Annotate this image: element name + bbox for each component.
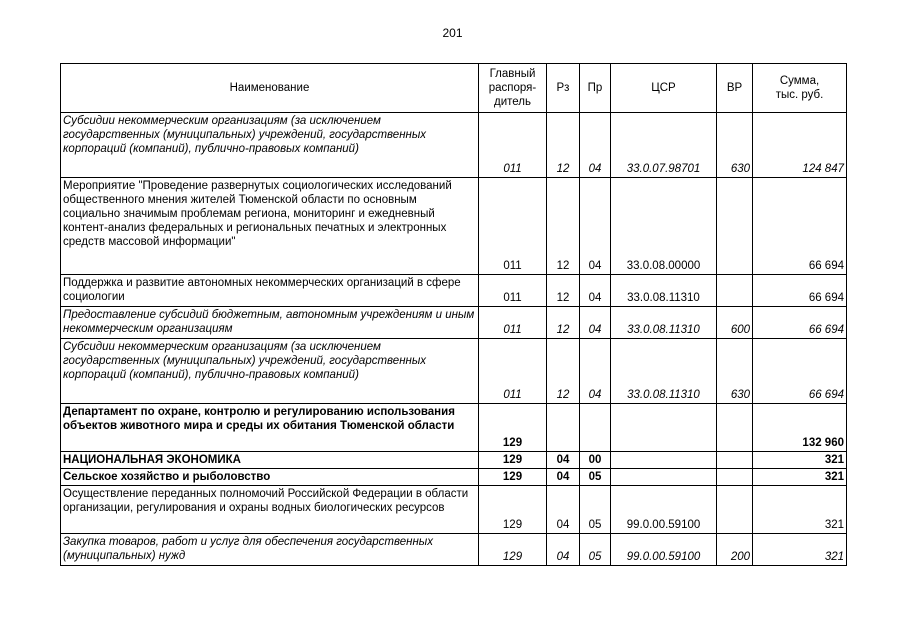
table-row [61, 113, 847, 178]
row-vr-cell [717, 452, 753, 469]
row-sum-cell: 321 [753, 534, 847, 566]
row-csr-cell [611, 404, 717, 452]
row-rz-cell: 12 [547, 339, 580, 404]
row-name-cell: Субсидии некоммерческим организациям (за исключением государственных (муниципальных) учреждений, государственных корпораций (компаний), публично-правовых компаний) [61, 113, 479, 178]
row-vr-cell: 200 [717, 534, 753, 566]
table-header-row [61, 64, 847, 113]
row-name-cell: НАЦИОНАЛЬНАЯ ЭКОНОМИКА [61, 452, 479, 469]
table-row [61, 486, 847, 534]
row-csr-cell: 99.0.00.59100 [611, 534, 717, 566]
row-csr-cell: 33.0.07.98701 [611, 113, 717, 178]
row-name-cell: Субсидии некоммерческим организациям (за исключением государственных (муниципальных) учреждений, государственных корпораций (компаний), публично-правовых компаний) [61, 339, 479, 404]
row-pr-cell: 05 [580, 469, 611, 486]
row-sum-cell: 132 960 [753, 404, 847, 452]
row-manager-cell: 011 [479, 178, 547, 275]
row-name-cell: Предоставление субсидий бюджетным, автономным учреждениям и иным некоммерческим организациям [61, 307, 479, 339]
row-vr-cell [717, 469, 753, 486]
row-rz-cell: 04 [547, 486, 580, 534]
header-name: Наименование [61, 64, 479, 113]
table-row [61, 452, 847, 469]
header-sum: Сумма, тыс. руб. [753, 64, 847, 113]
row-name-cell: Департамент по охране, контролю и регулированию использования объектов животного мира и среды их обитания Тюменской области [61, 404, 479, 452]
row-sum-cell: 321 [753, 469, 847, 486]
header-rz: Рз [547, 64, 580, 113]
table-row [61, 275, 847, 307]
row-vr-cell: 600 [717, 307, 753, 339]
row-name-cell: Поддержка и развитие автономных некоммерческих организаций в сфере социологии [61, 275, 479, 307]
row-rz-cell [547, 404, 580, 452]
row-vr-cell [717, 275, 753, 307]
row-pr-cell: 04 [580, 178, 611, 275]
row-name-cell: Осуществление переданных полномочий Российской Федерации в области организации, регулирования и охраны водных биологических ресурсов [61, 486, 479, 534]
row-csr-cell: 33.0.08.11310 [611, 275, 717, 307]
header-vr: ВР [717, 64, 753, 113]
header-csr: ЦСР [611, 64, 717, 113]
row-rz-cell: 12 [547, 178, 580, 275]
row-rz-cell: 12 [547, 113, 580, 178]
row-sum-cell: 66 694 [753, 275, 847, 307]
row-csr-cell: 33.0.08.11310 [611, 339, 717, 404]
row-rz-cell: 12 [547, 275, 580, 307]
row-manager-cell: 129 [479, 469, 547, 486]
table-row [61, 178, 847, 275]
row-manager-cell: 129 [479, 534, 547, 566]
row-sum-cell: 124 847 [753, 113, 847, 178]
row-csr-cell: 33.0.08.11310 [611, 307, 717, 339]
row-name-cell: Сельское хозяйство и рыболовство [61, 469, 479, 486]
table-row [61, 404, 847, 452]
row-sum-cell: 66 694 [753, 339, 847, 404]
table-row [61, 534, 847, 566]
row-pr-cell: 05 [580, 486, 611, 534]
table-row [61, 469, 847, 486]
row-manager-cell: 129 [479, 404, 547, 452]
row-rz-cell: 04 [547, 452, 580, 469]
row-vr-cell: 630 [717, 113, 753, 178]
row-sum-cell: 321 [753, 452, 847, 469]
table-row [61, 307, 847, 339]
row-pr-cell: 04 [580, 339, 611, 404]
row-manager-cell: 011 [479, 113, 547, 178]
row-manager-cell: 011 [479, 307, 547, 339]
header-pr: Пр [580, 64, 611, 113]
row-sum-cell: 66 694 [753, 307, 847, 339]
row-pr-cell [580, 404, 611, 452]
row-vr-cell [717, 178, 753, 275]
row-sum-cell: 66 694 [753, 178, 847, 275]
row-csr-cell: 33.0.08.00000 [611, 178, 717, 275]
row-rz-cell: 04 [547, 469, 580, 486]
budget-table [60, 63, 847, 566]
row-name-cell: Мероприятие "Проведение развернутых социологических исследований общественного мнения жителей Тюменской области по основным социально значимым проблемам региона, мониторинг и ежедневный контент-анализ федеральных и региональных печатных и электронных средств массовой информации" [61, 178, 479, 275]
row-vr-cell [717, 486, 753, 534]
row-pr-cell: 05 [580, 534, 611, 566]
table-body [61, 113, 847, 566]
row-rz-cell: 12 [547, 307, 580, 339]
row-vr-cell [717, 404, 753, 452]
row-manager-cell: 129 [479, 486, 547, 534]
row-pr-cell: 04 [580, 307, 611, 339]
row-pr-cell: 04 [580, 113, 611, 178]
row-name-cell: Закупка товаров, работ и услуг для обеспечения государственных (муниципальных) нужд [61, 534, 479, 566]
row-manager-cell: 011 [479, 339, 547, 404]
row-sum-cell: 321 [753, 486, 847, 534]
row-manager-cell: 011 [479, 275, 547, 307]
row-vr-cell: 630 [717, 339, 753, 404]
row-csr-cell [611, 452, 717, 469]
page-number: 201 [442, 26, 463, 40]
row-csr-cell [611, 469, 717, 486]
row-manager-cell: 129 [479, 452, 547, 469]
row-rz-cell: 04 [547, 534, 580, 566]
row-pr-cell: 00 [580, 452, 611, 469]
header-manager: Главный распоря- дитель [479, 64, 547, 113]
table-row [61, 339, 847, 404]
row-csr-cell: 99.0.00.59100 [611, 486, 717, 534]
row-pr-cell: 04 [580, 275, 611, 307]
